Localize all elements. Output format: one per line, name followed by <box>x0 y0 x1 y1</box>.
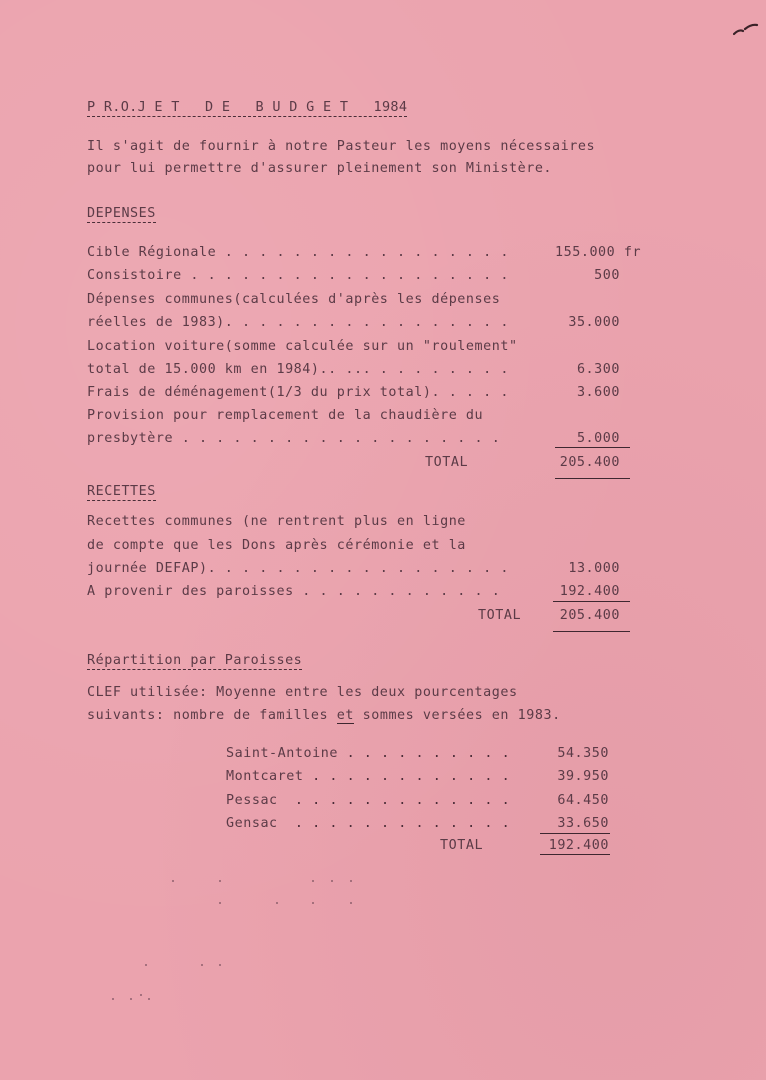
depense-line: réelles de 1983). . . . . . . . . . . . . . . . . <box>87 315 509 330</box>
depenses-total-label: TOTAL <box>425 455 469 470</box>
print-speck <box>350 902 352 904</box>
depenses-heading: DEPENSES <box>87 206 156 221</box>
parish-dots: . . . . . . . . . . <box>337 746 511 761</box>
parish-name: Pessac <box>226 793 278 808</box>
parish-name: Saint-Antoine <box>226 746 338 761</box>
print-speck <box>130 998 132 1000</box>
intro-line-1: Il s'agit de fournir à notre Pasteur les moyens nécessaires <box>87 139 596 154</box>
print-speck <box>112 998 114 1000</box>
parish-amount: 33.650 <box>557 816 609 831</box>
depense-line: presbytère . . . . . . . . . . . . . . . . . . . <box>87 431 501 446</box>
repartition-total: 192.400 <box>548 838 609 853</box>
handwritten-mark <box>733 22 763 38</box>
repartition-heading: Répartition par Paroisses <box>87 653 303 668</box>
recettes-total: 205.400 <box>559 608 620 623</box>
subtotal-rule <box>555 447 630 448</box>
recettes-heading: RECETTES <box>87 484 156 499</box>
recette-amount: 13.000 <box>568 561 620 576</box>
parish-dots: . . . . . . . . . . . . <box>303 769 511 784</box>
depense-amount: 3.600 <box>576 385 620 400</box>
depense-amount: 500 <box>594 268 620 283</box>
print-speck <box>276 902 278 904</box>
print-speck <box>201 964 203 966</box>
subtotal-rule <box>540 833 610 834</box>
print-speck <box>219 902 221 904</box>
depense-line: Consistoire . . . . . . . . . . . . . . . . . . . <box>87 268 509 283</box>
depense-line: Provision pour remplacement de la chaudière du <box>87 408 484 423</box>
depense-line: Cible Régionale . . . . . . . . . . . . . . . . . <box>87 245 509 260</box>
depense-line: Frais de déménagement(1/3 du prix total). . . . . <box>87 385 509 400</box>
repartition-total-label: TOTAL <box>440 838 484 853</box>
depense-amount: 35.000 <box>568 315 620 330</box>
parish-amount: 39.950 <box>557 769 609 784</box>
total-rule <box>540 854 610 855</box>
print-speck <box>331 880 333 882</box>
recette-line: Recettes communes (ne rentrent plus en ligne <box>87 514 466 529</box>
print-speck <box>148 998 150 1000</box>
intro-line-2: pour lui permettre d'assurer pleinement son Ministère. <box>87 161 553 176</box>
depense-line: total de 15.000 km en 1984).. ... . . . . . . . . <box>87 362 509 377</box>
total-rule <box>555 478 630 479</box>
print-speck <box>140 994 142 996</box>
clef-text: suivants: nombre de familles <box>87 708 329 723</box>
recette-line: journée DEFAP). . . . . . . . . . . . . . . . . . <box>87 561 509 576</box>
parish-amount: 54.350 <box>557 746 609 761</box>
depense-amount: 155.000 fr <box>555 245 642 260</box>
print-speck <box>172 880 174 882</box>
print-speck <box>312 880 314 882</box>
subtotal-rule <box>553 601 630 602</box>
print-speck <box>350 880 352 882</box>
document-title: P R.O.J E T D E B U D G E T 1984 <box>87 99 408 115</box>
print-speck <box>219 880 221 882</box>
parish-dots: . . . . . . . . . . . . . <box>277 793 511 808</box>
depense-line: Dépenses communes(calculées d'après les dépenses <box>87 292 501 307</box>
parish-row <box>226 746 510 762</box>
parish-name: Montcaret <box>226 769 304 784</box>
recettes-total-label: TOTAL <box>478 608 522 623</box>
recette-amount: 192.400 <box>559 584 620 599</box>
recette-line: de compte que les Dons après cérémonie et la <box>87 538 466 553</box>
parish-row <box>226 769 510 785</box>
depenses-total: 205.400 <box>559 455 620 470</box>
clef-line-1: CLEF utilisée: Moyenne entre les deux pourcentages <box>87 685 518 700</box>
print-speck <box>312 902 314 904</box>
parish-dots: . . . . . . . . . . . . . <box>277 816 511 831</box>
print-speck <box>219 964 221 966</box>
parish-row <box>226 793 510 809</box>
parish-name: Gensac <box>226 816 278 831</box>
recette-line: A provenir des paroisses . . . . . . . . . . . . <box>87 584 501 599</box>
depense-line: Location voiture(somme calculée sur un "roulement" <box>87 339 518 354</box>
parish-amount: 64.450 <box>557 793 609 808</box>
clef-line-2 <box>87 708 561 724</box>
print-speck <box>145 964 147 966</box>
parish-row <box>226 816 510 832</box>
clef-text: sommes versées en 1983. <box>354 708 561 723</box>
total-rule <box>553 631 630 632</box>
depense-amount: 5.000 <box>576 431 620 446</box>
depense-amount: 6.300 <box>576 362 620 377</box>
clef-emphasis: et <box>336 708 354 723</box>
